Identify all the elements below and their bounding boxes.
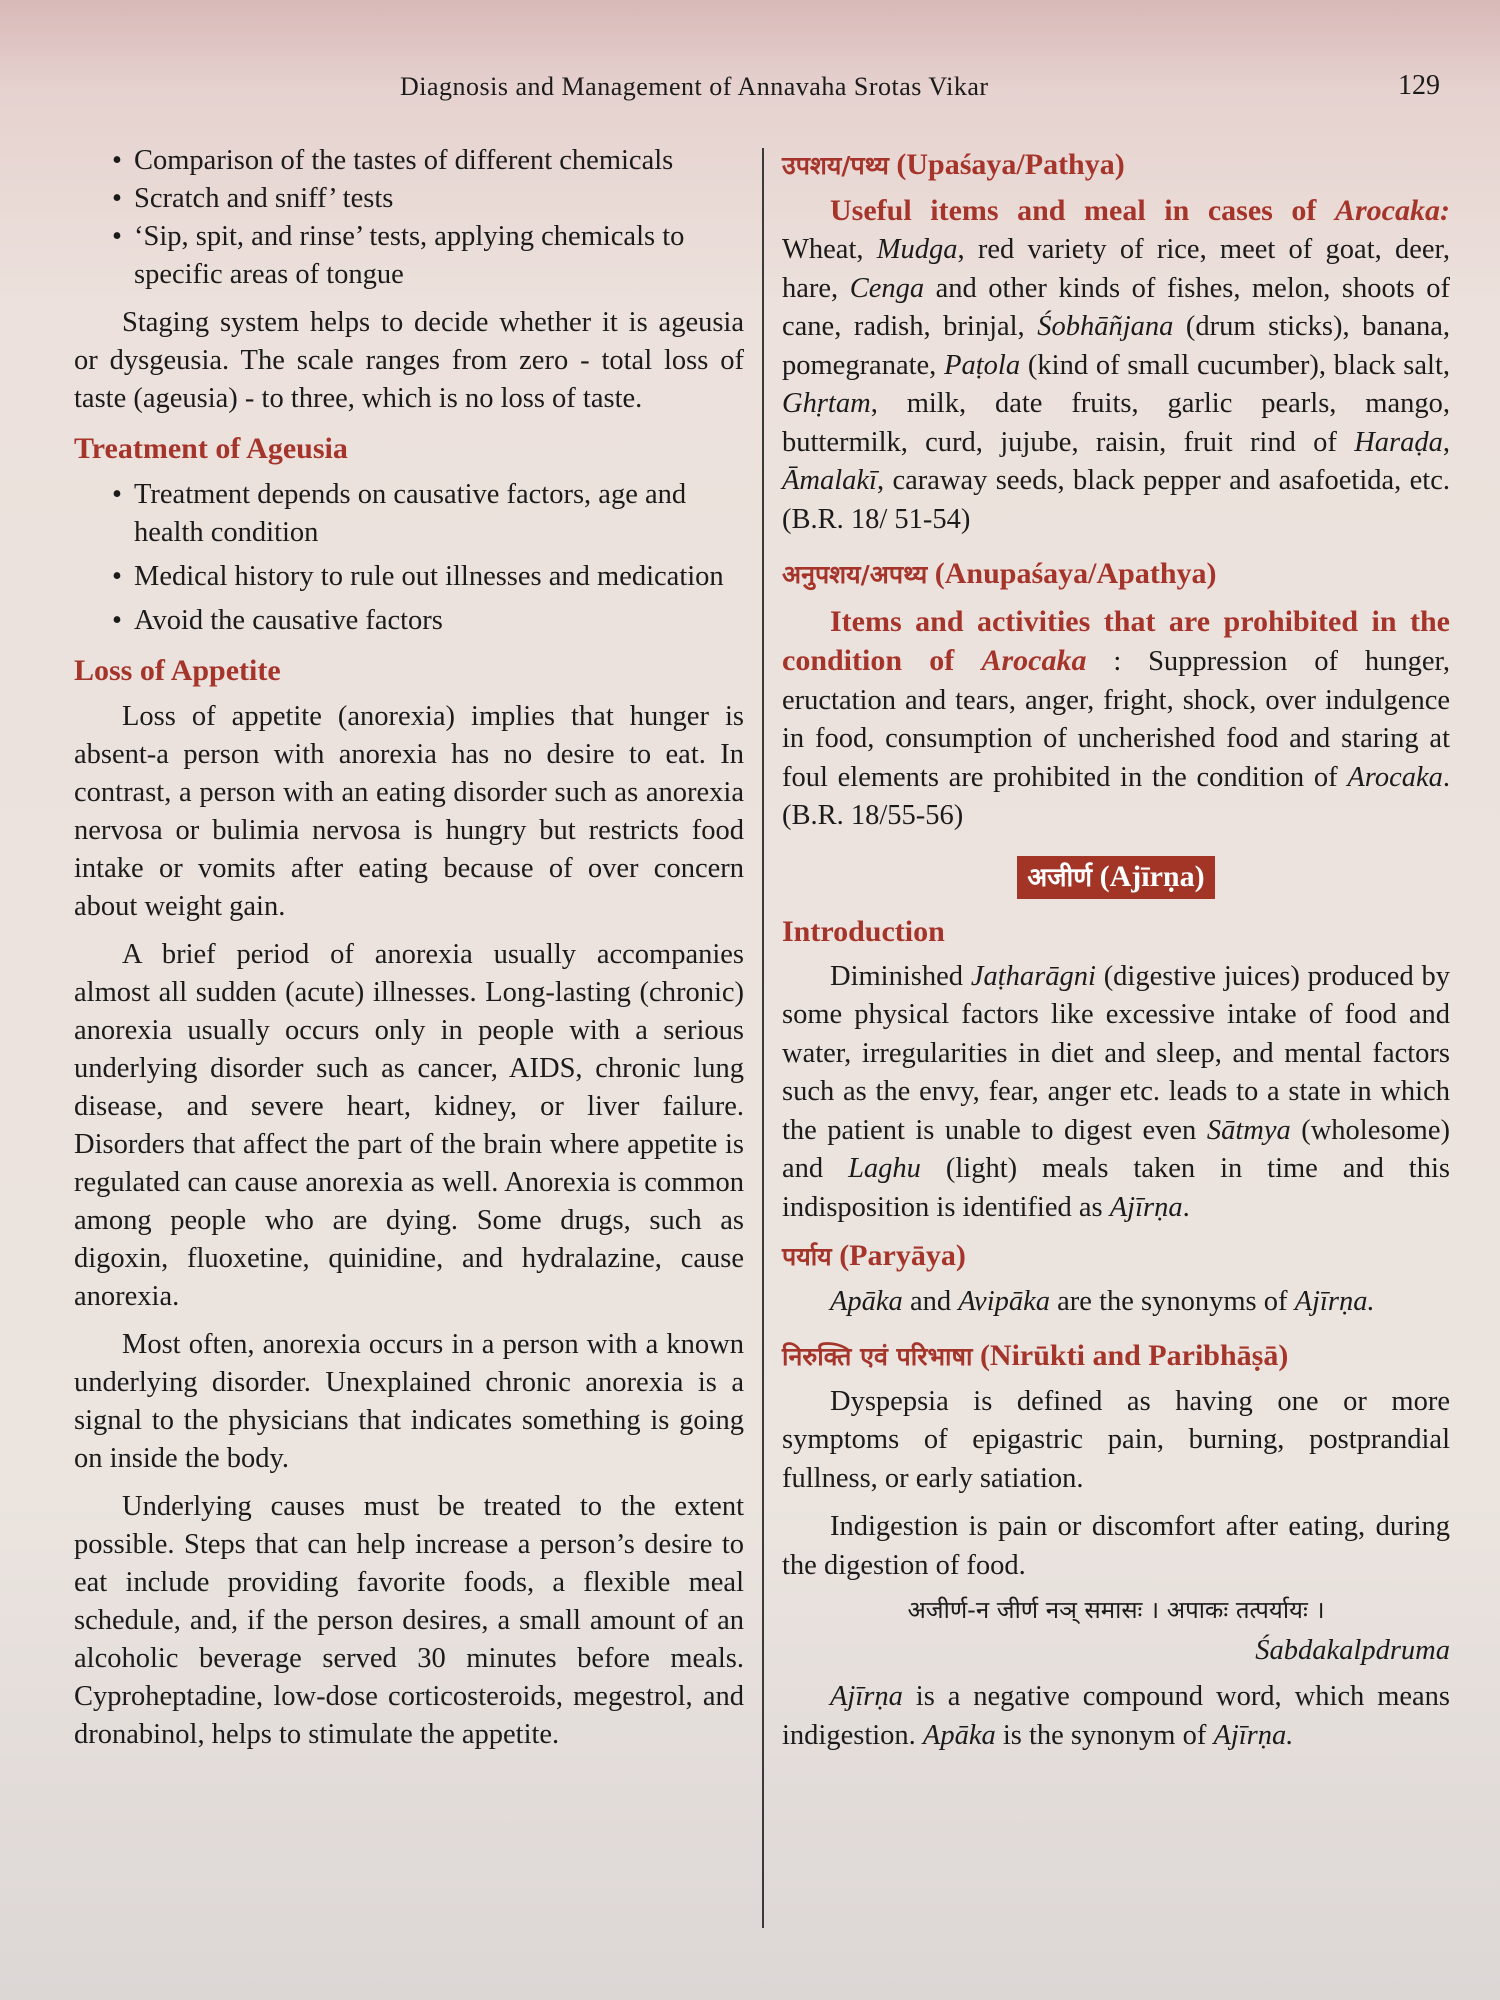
paryaya-heading <box>782 1237 1450 1277</box>
prohibited-paragraph: Items and activities that are prohibited in the condition of Arocaka : Suppression of hunger, eructation and tears, anger, fright, shock, over indulgence in food, consumption of uncherished food and staring at foul elements are prohibited in the condition of Arocaka. (B.R. 18/55-56) <box>782 604 1450 831</box>
list-item: • Medical history to rule out illnesses and medication <box>134 558 744 596</box>
staging-paragraph: Staging system helps to decide whether it is ageusia or dysgeusia. The scale ranges from zero - total loss of taste (ageusia) - to three, which is no loss of taste. <box>74 307 744 414</box>
list-item: • Comparison of the tastes of different chemicals <box>134 142 744 180</box>
body-paragraph: A brief period of anorexia usually accompanies almost all sudden (acute) illnesses. Long-lasting (chronic) anorexia usually occurs only in people with a serious underlying disorder such as cancer, AIDS, chronic lung disease, and severe heart, kidney, or liver failure. Disorders that affect the part of the brain where appetite is regulated can cause anorexia as well. Anorexia is common among people who are dying. Some drugs, such as digoxin, fluoxetine, quinidine, and hydralazine, cause anorexia. <box>74 939 744 1312</box>
nirukti-heading <box>782 1337 1450 1377</box>
transliteration: (Paryāya) <box>839 1239 966 1272</box>
devanagari-text: पर्याय <box>782 1242 832 1271</box>
column-divider <box>762 148 764 1928</box>
list-item: • Scratch and sniff’ tests <box>134 180 744 218</box>
prohibited-heading: Items and activities that are prohibited in the condition of <box>782 604 1450 677</box>
body-paragraph: Underlying causes must be treated to the extent possible. Steps that can help increase a person’s desire to eat include providing favorite foods, a flexible meal schedule, and, if the person desires, a small amount of an alcoholic beverage served 30 minutes before meals. Cyproheptadine, low-dose corticosteroids, megestrol, and dronabinol, helps to stimulate the appetite. <box>74 1491 744 1750</box>
right-column <box>782 146 1450 1755</box>
page-number: 129 <box>1398 70 1440 101</box>
taste-test-list <box>74 142 744 294</box>
transliteration: (Ajīrṇa) <box>1099 859 1205 893</box>
list-item: • ‘Sip, spit, and rinse’ tests, applying chemicals to specific areas of tongue <box>134 218 744 294</box>
running-head: Diagnosis and Management of Annavaha Srotas Vikar <box>400 72 989 101</box>
useful-items-heading: Useful items and meal in cases of <box>830 193 1335 227</box>
list-item: • Avoid the causative factors <box>134 602 744 640</box>
indigestion-paragraph: Indigestion is pain or discomfort after eating, during the digestion of food. <box>782 1511 1450 1581</box>
devanagari-text: उपशय/पथ्य <box>782 151 889 180</box>
ajirna-banner-wrap <box>782 856 1450 900</box>
transliteration: (Nirūkti and Paribhāṣā) <box>979 1339 1289 1372</box>
paryaya-paragraph: Apāka and Avipāka are the synonyms of Ajīrṇa. <box>830 1285 1375 1317</box>
treatment-heading: Treatment of Ageusia <box>74 432 348 465</box>
devanagari-text: अनुपशय/अपथ्य <box>782 560 928 589</box>
ajirna-banner <box>1017 856 1214 900</box>
useful-items-heading-em: Arocaka: <box>1335 193 1450 227</box>
upashaya-heading <box>782 146 1450 186</box>
left-column <box>74 142 744 1754</box>
useful-items-paragraph: Useful items and meal in cases of Arocaka: Wheat, Mudga, red variety of rice, meet of goat, deer, hare, Cenga and other kinds of fishes, melon, shoots of cane, radish, brinjal, Śobhāñjana (drum sticks), banana, pomegranate, Paṭola (kind of small cucumber), black salt, Ghṛtam, milk, date fruits, garlic pearls, mango, buttermilk, curd, jujube, raisin, fruit rind of Haraḍa, Āmalakī, caraway seeds, black pepper and asafoetida, etc. (B.R. 18/ 51-54) <box>782 193 1451 535</box>
transliteration: (Anupaśaya/Apathya) <box>934 557 1217 590</box>
anupashaya-heading <box>782 555 1450 595</box>
body-paragraph: Loss of appetite (anorexia) implies that hunger is absent-a person with anorexia has no desire to eat. In contrast, a person with an eating disorder such as anorexia nervosa or bulimia nervosa is hungry but restricts food intake or vomits after eating because of over concern about weight gain. <box>74 701 744 922</box>
treatment-list <box>74 476 744 640</box>
prohibited-heading-em: Arocaka <box>981 644 1087 677</box>
introduction-heading: Introduction <box>782 915 945 948</box>
transliteration: (Upaśaya/Pathya) <box>896 148 1125 181</box>
body-paragraph: Most often, anorexia occurs in a person with a known underlying disorder. Unexplained chronic anorexia is a signal to the physicians that indicates something is going on inside the body. <box>74 1329 744 1474</box>
list-item: • Treatment depends on causative factors, age and health condition <box>134 476 744 552</box>
final-paragraph: Ajīrṇa is a negative compound word, which means indigestion. Apāka is the synonym of Ajīrṇa. <box>782 1681 1450 1751</box>
verse-source: Śabdakalpdruma <box>1255 1634 1450 1666</box>
dyspepsia-paragraph: Dyspepsia is defined as having one or more symptoms of epigastric pain, burning, postprandial fullness, or early satiation. <box>782 1385 1450 1494</box>
devanagari-text: अजीर्ण <box>1027 862 1093 893</box>
devanagari-text: निरुक्ति एवं परिभाषा <box>782 1342 973 1371</box>
loss-of-appetite-heading: Loss of Appetite <box>74 654 281 687</box>
sanskrit-verse: अजीर्ण-न जीर्ण नञ् समासः । अपाकः तत्पर्यायः । <box>907 1596 1325 1624</box>
introduction-paragraph: Diminished Jaṭharāgni (digestive juices) produced by some physical factors like excessive intake of food and water, irregularities in diet and sleep, and mental factors such as the envy, fear, anger etc. leads to a state in which the patient is unable to digest even Sātmya (wholesome) and Laghu (light) meals taken in time and this indisposition is identified as Ajīrṇa. <box>782 960 1450 1223</box>
